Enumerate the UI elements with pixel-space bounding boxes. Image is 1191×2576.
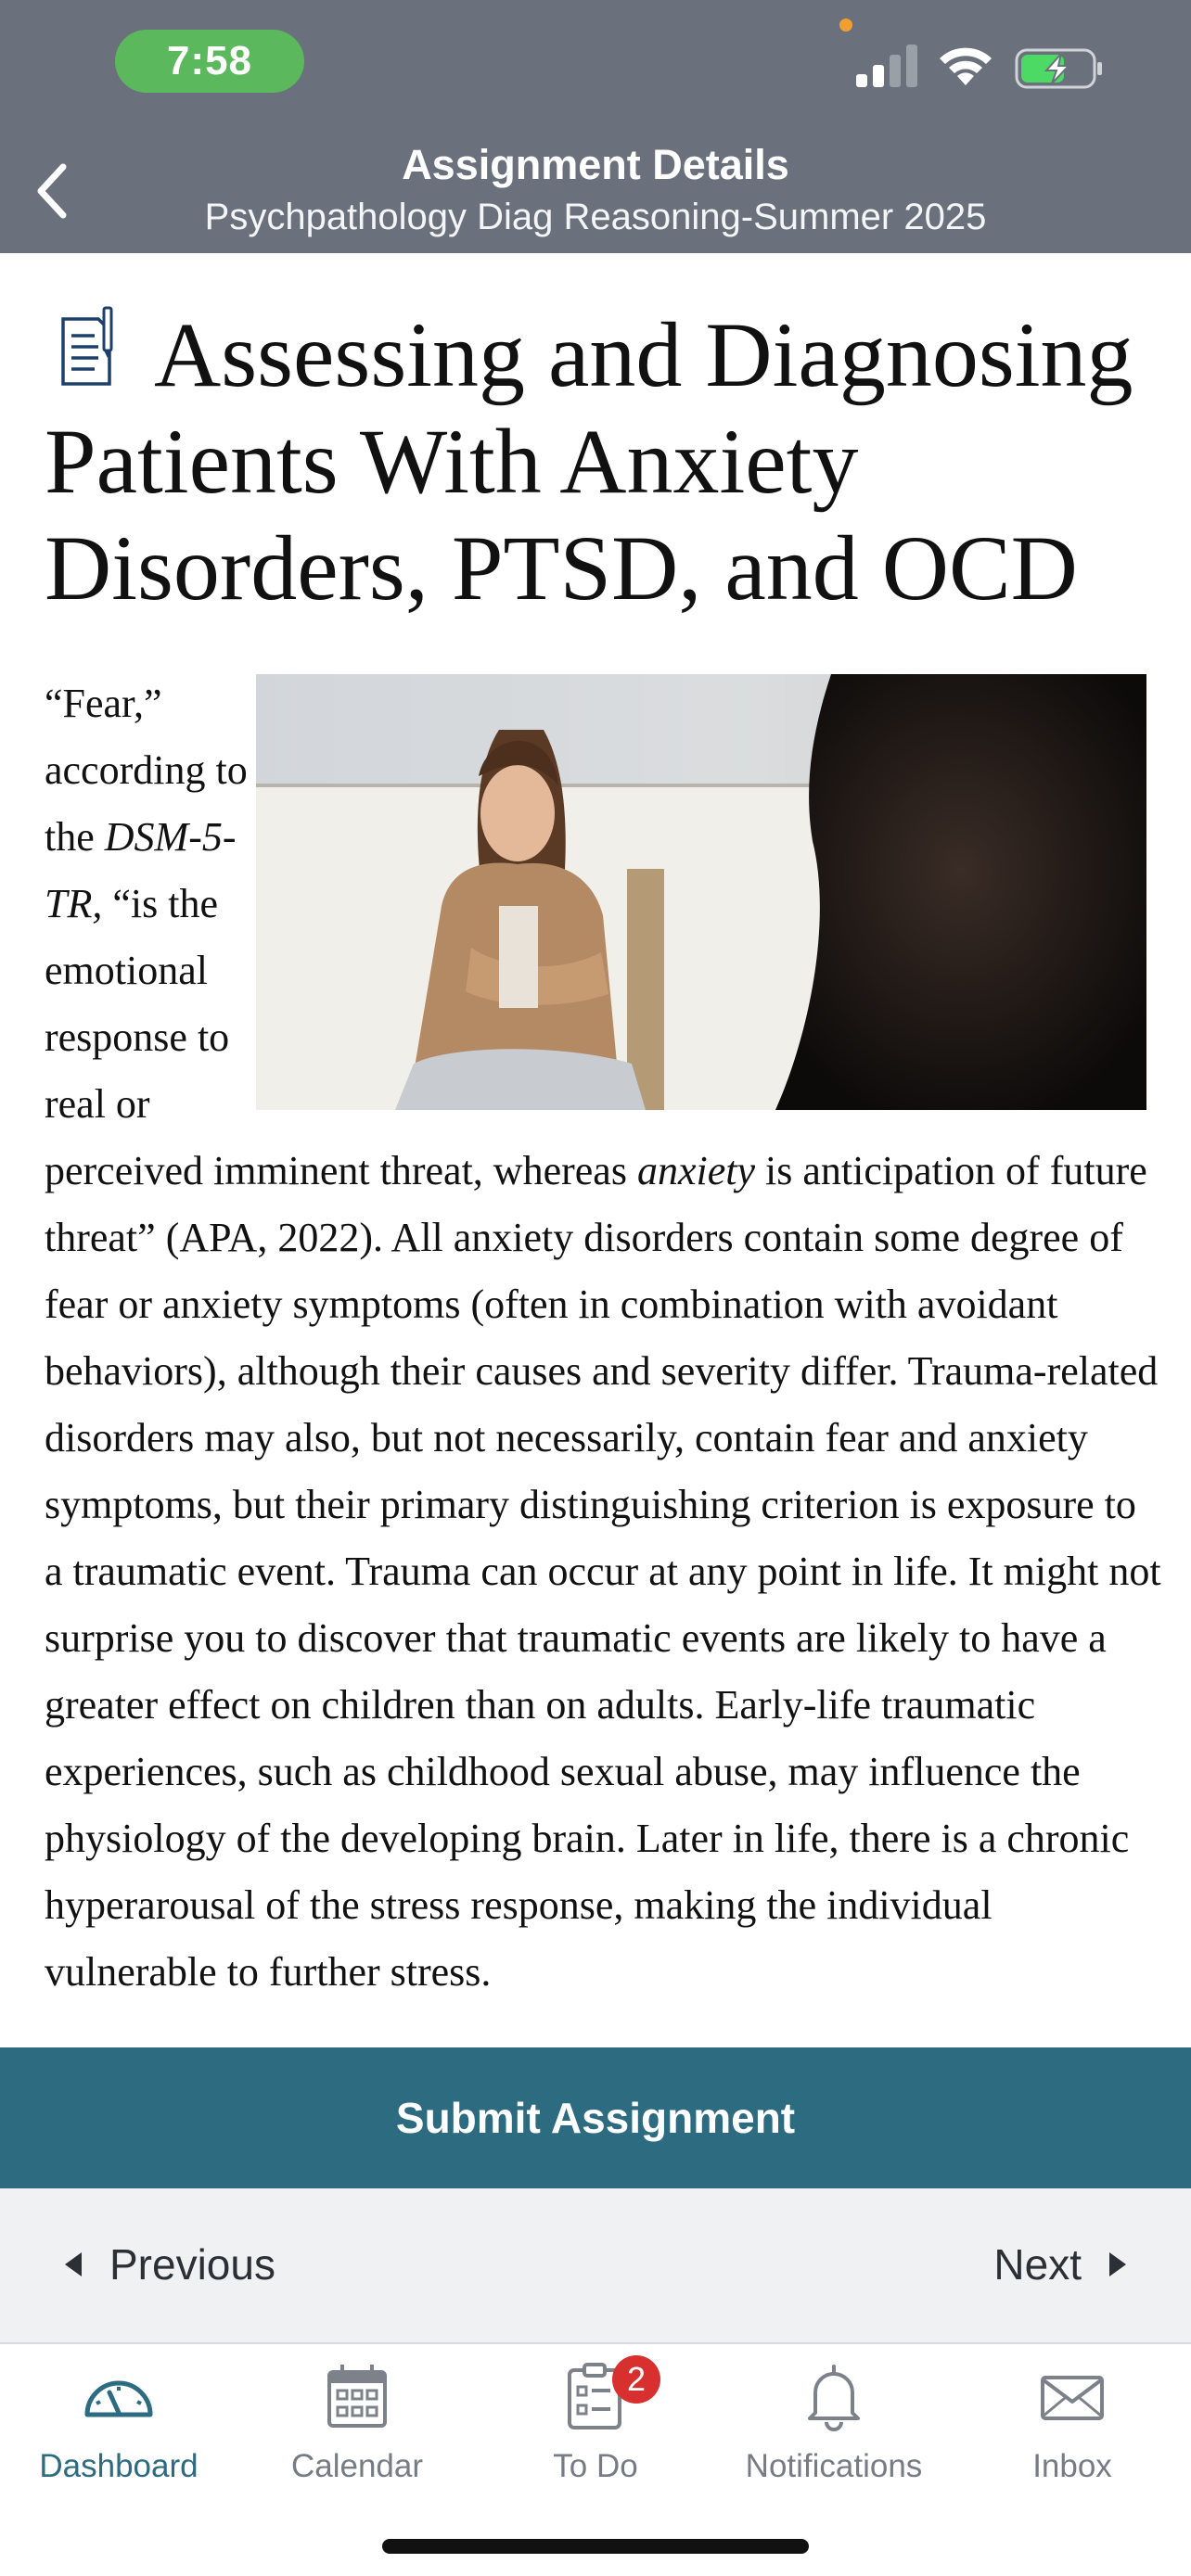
body-text-emphasis: DSM-5-TR,: [45, 814, 237, 926]
image-float-spacer: [269, 670, 1163, 1106]
tab-todo[interactable]: [477, 2344, 714, 2502]
status-time: 7:58: [115, 30, 304, 93]
header: [0, 0, 1191, 253]
previous-button[interactable]: [65, 2237, 275, 2292]
home-indicator[interactable]: [382, 2539, 809, 2554]
cellular-signal-icon: [854, 43, 921, 87]
calendar-icon: [320, 2359, 394, 2433]
caret-left-icon: [65, 2252, 82, 2276]
next-label: Next: [993, 2240, 1082, 2289]
body-text-part: “is the emotional response to real or perceived imminent threat, whereas: [45, 881, 637, 1193]
page-title: Assignment Details: [402, 141, 789, 188]
tab-label: Notifications: [745, 2448, 923, 2484]
todo-count-badge: 2: [612, 2355, 660, 2404]
article-body: [45, 670, 1163, 2006]
dashboard-icon: [82, 2359, 156, 2433]
assignment-content[interactable]: [0, 253, 1191, 2047]
previous-label: Previous: [109, 2240, 275, 2289]
next-button[interactable]: [993, 2237, 1126, 2292]
bell-icon: [797, 2359, 871, 2433]
tab-inbox[interactable]: [954, 2344, 1191, 2502]
body-text-part: is anticipation of future threat” (APA, 2022). All anxiety disorders contain some degree of fear or anxiety symptoms (often in combination with avoidant behaviors), although their causes and severity differ. Trauma-related disorders may also, but not necessarily, contain fear and anxiety symptoms, but their primary distinguishing criterion is exposure to a traumatic event. Trauma can occur at any point in life. It might not surprise you to discover that traumatic events are likely to have a greater effect on children than on adults. Early-life traumatic experiences, such as childhood sexual abuse, may influence the physiology of the developing brain. Later in life, there is a chronic hyperarousal of the stress response, making the individual vulnerable to further stress.: [45, 1148, 1161, 1995]
tab-dashboard[interactable]: [0, 2344, 237, 2502]
inbox-icon: [1035, 2359, 1109, 2433]
tab-label: To Do: [553, 2448, 638, 2484]
battery-charging-icon: [1015, 48, 1104, 89]
pager-bar: [0, 2188, 1191, 2344]
course-subtitle: Psychpathology Diag Reasoning-Summer 2025: [204, 197, 987, 237]
caret-right-icon: [1109, 2252, 1126, 2276]
tab-notifications[interactable]: [715, 2344, 953, 2502]
body-text-part: “Fear,” according to the: [45, 681, 248, 860]
article-title: Assessing and Diagnosing Patients With Anxiety Disorders, PTSD, and OCD: [45, 303, 1133, 619]
tab-label: Calendar: [290, 2448, 424, 2484]
tab-label: Dashboard: [39, 2448, 198, 2484]
privacy-indicator-dot: [839, 19, 852, 32]
body-text-emphasis: anxiety: [636, 1148, 755, 1193]
wifi-icon: [937, 45, 994, 87]
submit-assignment-button[interactable]: Submit Assignment: [0, 2047, 1191, 2188]
tab-calendar[interactable]: [238, 2344, 476, 2502]
tab-label: Inbox: [1032, 2448, 1112, 2484]
